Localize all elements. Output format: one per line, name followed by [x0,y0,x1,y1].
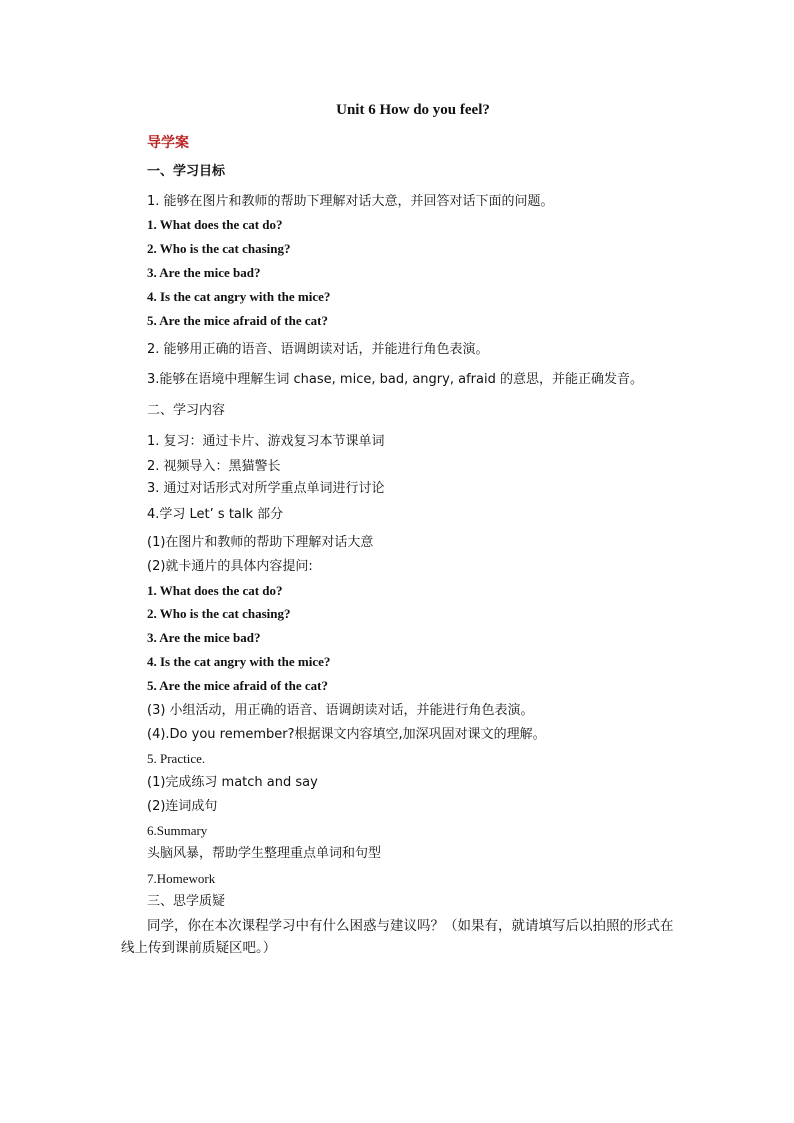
content-sub-1: (1)在图片和教师的帮助下理解对话大意 [147,535,374,550]
sec3-heading: 三、思学质疑 [147,894,226,909]
goal-2: 2. 能够用正确的语音、语调朗读对话，并能进行角色表演。 [147,342,489,357]
content-item-6-text: 头脑风暴，帮助学生整理重点单词和句型 [147,846,382,861]
content-item-1: 1. 复习：通过卡片、游戏复习本节课单词 [147,434,385,449]
content-item-4: 4.学习 Let’ s talk 部分 [147,507,284,522]
section-label: 导学案 [147,135,189,151]
question-5: 5. Are the mice afraid of the cat? [147,313,328,328]
question-4: 4. Is the cat angry with the mice? [147,289,331,304]
content-item-2: 2. 视频导入：黑猫警长 [147,459,281,474]
page-title: Unit 6 How do you feel? [336,102,490,118]
content-item-7: 7.Homework [147,871,216,886]
sec2-heading: 二、学习内容 [147,403,226,418]
content-item-6: 6.Summary [147,823,208,838]
question-3: 3. Are the mice bad? [147,265,261,280]
question-2: 2. Who is the cat chasing? [147,241,291,256]
goal-3: 3.能够在语境中理解生词 chase, mice, bad, angry, afraid 的意思，并能正确发音。 [147,372,643,387]
question-1: 1. What does the cat do? [147,217,283,232]
content-sub-5b: (2)连词成句 [147,799,218,814]
question-3: 3. Are the mice bad? [147,630,261,645]
content-item-5: 5. Practice. [147,751,206,766]
goal-1: 1. 能够在图片和教师的帮助下理解对话大意，并回答对话下面的问题。 [147,194,554,209]
question-2: 2. Who is the cat chasing? [147,606,291,621]
content-item-3: 3. 通过对话形式对所学重点单词进行讨论 [147,481,385,496]
content-sub-4: (4).Do you remember?根据课文内容填空,加深巩固对课文的理解。 [147,727,546,742]
content-sub-3: (3) 小组活动，用正确的语音、语调朗读对话，并能进行角色表演。 [147,703,534,718]
question-1: 1. What does the cat do? [147,583,283,598]
content-sub-5a: (1)完成练习 match and say [147,775,318,790]
content-sub-2: (2)就卡通片的具体内容提问: [147,559,313,574]
question-5: 5. Are the mice afraid of the cat? [147,678,328,693]
sec1-heading: 一、学习目标 [147,164,226,179]
reflection-paragraph: 同学，你在本次课程学习中有什么困惑与建议吗？（如果有，就请填写后以拍照的形式在线上传到课前质疑区吧。） [121,918,674,956]
question-4: 4. Is the cat angry with the mice? [147,654,331,669]
